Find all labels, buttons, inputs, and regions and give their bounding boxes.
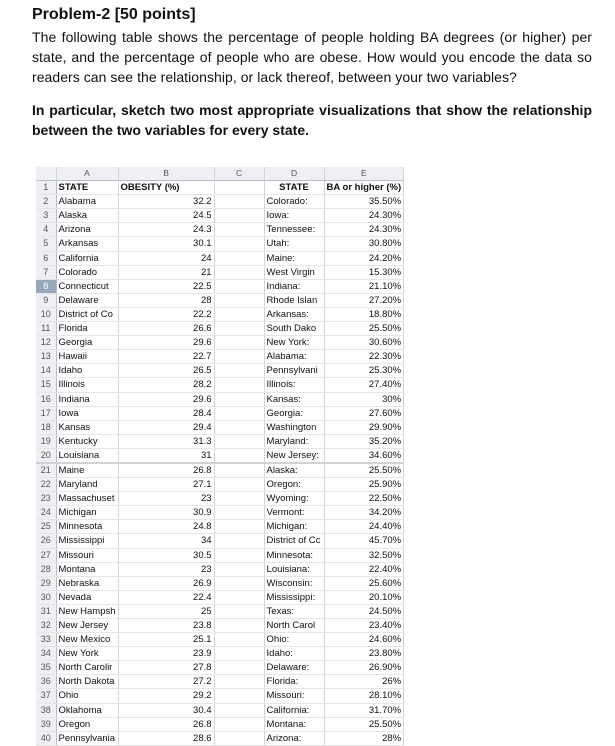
- state-cell: Oklahoma: [56, 703, 118, 717]
- row-number: 24: [36, 506, 56, 520]
- ba-value-cell: 28%: [324, 731, 404, 745]
- row-number: 16: [36, 392, 56, 406]
- row-number: 33: [36, 633, 56, 647]
- empty-cell: [214, 265, 264, 279]
- ba-value-cell: 35.50%: [324, 195, 404, 209]
- ba-value-cell: 24.30%: [324, 209, 404, 223]
- row-number: 23: [36, 492, 56, 506]
- obesity-cell: 28.2: [118, 378, 214, 392]
- obesity-cell: 26.5: [118, 364, 214, 378]
- state-cell: Nevada: [56, 590, 118, 604]
- obesity-cell: 28: [118, 293, 214, 307]
- ba-state-cell: Idaho:: [264, 647, 324, 661]
- ba-state-cell: Texas:: [264, 604, 324, 618]
- ba-value-cell: 25.60%: [324, 576, 404, 590]
- ba-value-cell: 25.50%: [324, 322, 404, 336]
- state-cell: Connecticut: [56, 279, 118, 293]
- row-number: 37: [36, 689, 56, 703]
- problem-task: In particular, sketch two most appropriate visualizations that show the relationship between the two variables for every state.: [32, 102, 592, 138]
- ba-value-cell: 27.20%: [324, 293, 404, 307]
- obesity-cell: 24.8: [118, 520, 214, 534]
- table-row: [36, 520, 404, 534]
- row-number: 38: [36, 703, 56, 717]
- row-number: 1: [36, 181, 56, 195]
- problem-title: Problem-2 [50 points]: [32, 6, 196, 23]
- empty-cell: [214, 633, 264, 647]
- empty-cell: [214, 209, 264, 223]
- ba-value-cell: 22.50%: [324, 492, 404, 506]
- table-row: [36, 478, 404, 492]
- ba-state-cell: Indiana:: [264, 279, 324, 293]
- ba-state-cell: Minnesota:: [264, 548, 324, 562]
- table-row: [36, 633, 404, 647]
- row-number: 32: [36, 619, 56, 633]
- obesity-cell: 28.6: [118, 731, 214, 745]
- row-number: 31: [36, 604, 56, 618]
- ba-value-cell: 24.40%: [324, 520, 404, 534]
- table-row: [36, 506, 404, 520]
- obesity-cell: 30.9: [118, 506, 214, 520]
- row-number: 19: [36, 434, 56, 448]
- header-empty: [214, 181, 264, 195]
- table-row: [36, 548, 404, 562]
- obesity-cell: 27.1: [118, 478, 214, 492]
- obesity-cell: 29.6: [118, 392, 214, 406]
- ba-state-cell: District of Cc: [264, 534, 324, 548]
- ba-value-cell: 28.10%: [324, 689, 404, 703]
- empty-cell: [214, 661, 264, 675]
- ba-state-cell: Delaware:: [264, 661, 324, 675]
- obesity-cell: 27.8: [118, 661, 214, 675]
- row-number: 18: [36, 420, 56, 434]
- ba-state-cell: Oregon:: [264, 478, 324, 492]
- obesity-cell: 25: [118, 604, 214, 618]
- empty-cell: [214, 223, 264, 237]
- ba-value-cell: 25.90%: [324, 478, 404, 492]
- state-cell: Massachuset: [56, 492, 118, 506]
- obesity-cell: 30.5: [118, 548, 214, 562]
- row-number: 7: [36, 265, 56, 279]
- obesity-cell: 28.4: [118, 406, 214, 420]
- header-ba: BA or higher (%): [324, 181, 404, 195]
- empty-cell: [214, 195, 264, 209]
- empty-cell: [214, 293, 264, 307]
- col-letter: C: [214, 167, 264, 181]
- row-number: 26: [36, 534, 56, 548]
- obesity-cell: 26.9: [118, 576, 214, 590]
- ba-state-cell: Colorado:: [264, 195, 324, 209]
- state-cell: New Jersey: [56, 619, 118, 633]
- ba-state-cell: Michigan:: [264, 520, 324, 534]
- problem-document: [32, 0, 592, 140]
- ba-value-cell: 25.30%: [324, 364, 404, 378]
- ba-value-cell: 22.40%: [324, 562, 404, 576]
- state-cell: Hawaii: [56, 350, 118, 364]
- state-cell: North Dakota: [56, 675, 118, 689]
- ba-value-cell: 24.30%: [324, 223, 404, 237]
- ba-value-cell: 29.90%: [324, 420, 404, 434]
- table-row: [36, 661, 404, 675]
- ba-state-cell: Wisconsin:: [264, 576, 324, 590]
- obesity-cell: 22.7: [118, 350, 214, 364]
- ba-state-cell: Mississippi:: [264, 590, 324, 604]
- state-cell: Alaska: [56, 209, 118, 223]
- state-cell: Nebraska: [56, 576, 118, 590]
- state-cell: Florida: [56, 322, 118, 336]
- row-number: 14: [36, 364, 56, 378]
- ba-value-cell: 26.90%: [324, 661, 404, 675]
- obesity-cell: 29.4: [118, 420, 214, 434]
- state-cell: California: [56, 251, 118, 265]
- ba-value-cell: 27.60%: [324, 406, 404, 420]
- empty-cell: [214, 463, 264, 478]
- table-row: [36, 420, 404, 434]
- state-cell: Minnesota: [56, 520, 118, 534]
- state-cell: Kentucky: [56, 434, 118, 448]
- empty-cell: [214, 717, 264, 731]
- ba-state-cell: Illinois:: [264, 378, 324, 392]
- column-letter-row: [36, 167, 404, 181]
- obesity-cell: 22.4: [118, 590, 214, 604]
- row-number: 40: [36, 731, 56, 745]
- state-cell: Missouri: [56, 548, 118, 562]
- ba-value-cell: 45.70%: [324, 534, 404, 548]
- obesity-cell: 24: [118, 251, 214, 265]
- table-row: [36, 237, 404, 251]
- table-row: [36, 392, 404, 406]
- table-row: [36, 251, 404, 265]
- empty-cell: [214, 237, 264, 251]
- table-row: [36, 448, 404, 463]
- ba-value-cell: 20.10%: [324, 590, 404, 604]
- obesity-cell: 23.9: [118, 647, 214, 661]
- ba-value-cell: 30.60%: [324, 336, 404, 350]
- ba-state-cell: Montana:: [264, 717, 324, 731]
- table-row: [36, 731, 404, 745]
- empty-cell: [214, 251, 264, 265]
- empty-cell: [214, 548, 264, 562]
- ba-state-cell: Arizona:: [264, 731, 324, 745]
- row-number: 20: [36, 448, 56, 463]
- row-number: 11: [36, 322, 56, 336]
- ba-state-cell: South Dako: [264, 322, 324, 336]
- table-row: [36, 492, 404, 506]
- row-number: 6: [36, 251, 56, 265]
- empty-cell: [214, 590, 264, 604]
- ba-state-cell: Pennsylvani: [264, 364, 324, 378]
- obesity-cell: 22.5: [118, 279, 214, 293]
- obesity-cell: 32.2: [118, 195, 214, 209]
- row-number: 10: [36, 307, 56, 321]
- corner-cell: [36, 167, 56, 181]
- ba-value-cell: 24.60%: [324, 633, 404, 647]
- empty-cell: [214, 307, 264, 321]
- table-row: [36, 619, 404, 633]
- row-number: 30: [36, 590, 56, 604]
- obesity-cell: 29.6: [118, 336, 214, 350]
- ba-value-cell: 23.80%: [324, 647, 404, 661]
- ba-state-cell: Iowa:: [264, 209, 324, 223]
- ba-state-cell: Kansas:: [264, 392, 324, 406]
- state-cell: Kansas: [56, 420, 118, 434]
- state-cell: Arizona: [56, 223, 118, 237]
- row-number: 13: [36, 350, 56, 364]
- table-row: [36, 378, 404, 392]
- obesity-cell: 26.6: [118, 322, 214, 336]
- ba-state-cell: Ohio:: [264, 633, 324, 647]
- state-cell: New Mexico: [56, 633, 118, 647]
- ba-value-cell: 26%: [324, 675, 404, 689]
- ba-state-cell: California:: [264, 703, 324, 717]
- state-cell: Louisiana: [56, 448, 118, 463]
- empty-cell: [214, 604, 264, 618]
- empty-cell: [214, 520, 264, 534]
- table-row: [36, 279, 404, 293]
- obesity-cell: 22.2: [118, 307, 214, 321]
- ba-value-cell: 23.40%: [324, 619, 404, 633]
- table-row: [36, 463, 404, 478]
- ba-value-cell: 35.20%: [324, 434, 404, 448]
- obesity-cell: 29.2: [118, 689, 214, 703]
- table-row: [36, 209, 404, 223]
- ba-state-cell: Alabama:: [264, 350, 324, 364]
- empty-cell: [214, 562, 264, 576]
- ba-state-cell: Alaska:: [264, 463, 324, 478]
- table-row: [36, 703, 404, 717]
- empty-cell: [214, 647, 264, 661]
- obesity-cell: 30.4: [118, 703, 214, 717]
- row-number: 22: [36, 478, 56, 492]
- state-cell: New Hampsh: [56, 604, 118, 618]
- empty-cell: [214, 350, 264, 364]
- empty-cell: [214, 731, 264, 745]
- obesity-cell: 21: [118, 265, 214, 279]
- empty-cell: [214, 534, 264, 548]
- ba-value-cell: 34.60%: [324, 448, 404, 463]
- empty-cell: [214, 478, 264, 492]
- obesity-cell: 26.8: [118, 717, 214, 731]
- ba-state-cell: Arkansas:: [264, 307, 324, 321]
- table-row: [36, 265, 404, 279]
- state-cell: Montana: [56, 562, 118, 576]
- data-table: [36, 167, 404, 746]
- empty-cell: [214, 703, 264, 717]
- row-number: 5: [36, 237, 56, 251]
- empty-cell: [214, 619, 264, 633]
- obesity-cell: 25.1: [118, 633, 214, 647]
- header-state-d: STATE: [264, 181, 324, 195]
- ba-state-cell: Wyoming:: [264, 492, 324, 506]
- empty-cell: [214, 506, 264, 520]
- empty-cell: [214, 279, 264, 293]
- ba-value-cell: 15.30%: [324, 265, 404, 279]
- row-number: 4: [36, 223, 56, 237]
- ba-state-cell: Missouri:: [264, 689, 324, 703]
- state-cell: New York: [56, 647, 118, 661]
- table-row: [36, 590, 404, 604]
- table-row: [36, 293, 404, 307]
- table-row: [36, 717, 404, 731]
- table-row: [36, 534, 404, 548]
- empty-cell: [214, 576, 264, 590]
- ba-value-cell: 27.40%: [324, 378, 404, 392]
- ba-value-cell: 24.20%: [324, 251, 404, 265]
- col-letter: D: [264, 167, 324, 181]
- state-cell: Arkansas: [56, 237, 118, 251]
- table-row: [36, 364, 404, 378]
- empty-cell: [214, 434, 264, 448]
- problem-intro: The following table shows the percentage of people holding BA degrees (or higher) per state, and the percentage of people who are obese. How would you encode the data so readers can see the relationship, or lack thereof, between your two variables?: [32, 29, 592, 85]
- header-row: [36, 181, 404, 195]
- ba-state-cell: New York:: [264, 336, 324, 350]
- row-number: 3: [36, 209, 56, 223]
- ba-state-cell: Florida:: [264, 675, 324, 689]
- row-number: 21: [36, 463, 56, 478]
- table-row: [36, 195, 404, 209]
- state-cell: Pennsylvania: [56, 731, 118, 745]
- table-row: [36, 675, 404, 689]
- state-cell: Delaware: [56, 293, 118, 307]
- ba-state-cell: New Jersey:: [264, 448, 324, 463]
- table-row: [36, 223, 404, 237]
- obesity-cell: 30.1: [118, 237, 214, 251]
- state-cell: Georgia: [56, 336, 118, 350]
- ba-state-cell: Vermont:: [264, 506, 324, 520]
- ba-value-cell: 22.30%: [324, 350, 404, 364]
- empty-cell: [214, 322, 264, 336]
- ba-value-cell: 21.10%: [324, 279, 404, 293]
- state-cell: North Carolir: [56, 661, 118, 675]
- ba-state-cell: Georgia:: [264, 406, 324, 420]
- row-number: 39: [36, 717, 56, 731]
- ba-state-cell: Maryland:: [264, 434, 324, 448]
- col-letter: E: [324, 167, 404, 181]
- empty-cell: [214, 392, 264, 406]
- empty-cell: [214, 406, 264, 420]
- state-cell: Indiana: [56, 392, 118, 406]
- table-row: [36, 647, 404, 661]
- ba-value-cell: 30%: [324, 392, 404, 406]
- empty-cell: [214, 378, 264, 392]
- row-number: 9: [36, 293, 56, 307]
- ba-value-cell: 34.20%: [324, 506, 404, 520]
- ba-state-cell: Louisiana:: [264, 562, 324, 576]
- ba-state-cell: North Carol: [264, 619, 324, 633]
- state-cell: Colorado: [56, 265, 118, 279]
- row-number: 25: [36, 520, 56, 534]
- row-number: 15: [36, 378, 56, 392]
- ba-value-cell: 24.50%: [324, 604, 404, 618]
- empty-cell: [214, 364, 264, 378]
- ba-state-cell: Maine:: [264, 251, 324, 265]
- state-cell: Idaho: [56, 364, 118, 378]
- ba-value-cell: 25.50%: [324, 717, 404, 731]
- table-row: [36, 576, 404, 590]
- row-number: 35: [36, 661, 56, 675]
- state-cell: Oregon: [56, 717, 118, 731]
- table-row: [36, 307, 404, 321]
- state-cell: Maine: [56, 463, 118, 478]
- ba-value-cell: 30.80%: [324, 237, 404, 251]
- ba-state-cell: Utah:: [264, 237, 324, 251]
- state-cell: Michigan: [56, 506, 118, 520]
- empty-cell: [214, 448, 264, 463]
- state-cell: Iowa: [56, 406, 118, 420]
- ba-state-cell: Washington: [264, 420, 324, 434]
- row-number: 2: [36, 195, 56, 209]
- row-number: 28: [36, 562, 56, 576]
- table-row: [36, 322, 404, 336]
- row-number: 36: [36, 675, 56, 689]
- table-row: [36, 406, 404, 420]
- obesity-cell: 23: [118, 562, 214, 576]
- table-row: [36, 336, 404, 350]
- table-row: [36, 689, 404, 703]
- obesity-cell: 26.8: [118, 463, 214, 478]
- ba-state-cell: Rhode Islan: [264, 293, 324, 307]
- row-number: 27: [36, 548, 56, 562]
- ba-value-cell: 25.50%: [324, 463, 404, 478]
- obesity-cell: 27.2: [118, 675, 214, 689]
- ba-value-cell: 18.80%: [324, 307, 404, 321]
- obesity-cell: 31: [118, 448, 214, 463]
- empty-cell: [214, 492, 264, 506]
- header-obesity: OBESITY (%): [118, 181, 214, 195]
- table-row: [36, 604, 404, 618]
- ba-state-cell: West Virgin: [264, 265, 324, 279]
- row-number: 12: [36, 336, 56, 350]
- state-cell: Maryland: [56, 478, 118, 492]
- ba-state-cell: Tennessee:: [264, 223, 324, 237]
- state-cell: District of Co: [56, 307, 118, 321]
- obesity-cell: 23: [118, 492, 214, 506]
- col-letter: A: [56, 167, 118, 181]
- empty-cell: [214, 689, 264, 703]
- empty-cell: [214, 675, 264, 689]
- ba-value-cell: 31.70%: [324, 703, 404, 717]
- obesity-cell: 31.3: [118, 434, 214, 448]
- spreadsheet-image: [36, 167, 594, 744]
- empty-cell: [214, 336, 264, 350]
- row-number: 29: [36, 576, 56, 590]
- obesity-cell: 34: [118, 534, 214, 548]
- table-row: [36, 434, 404, 448]
- obesity-cell: 24.5: [118, 209, 214, 223]
- table-row: [36, 350, 404, 364]
- obesity-cell: 23.8: [118, 619, 214, 633]
- table-row: [36, 562, 404, 576]
- state-cell: Alabama: [56, 195, 118, 209]
- ba-value-cell: 32.50%: [324, 548, 404, 562]
- header-state-a: STATE: [56, 181, 118, 195]
- obesity-cell: 24.3: [118, 223, 214, 237]
- state-cell: Mississippi: [56, 534, 118, 548]
- col-letter: B: [118, 167, 214, 181]
- row-number: 34: [36, 647, 56, 661]
- empty-cell: [214, 420, 264, 434]
- row-number: 17: [36, 406, 56, 420]
- row-number: 8: [36, 279, 56, 293]
- state-cell: Ohio: [56, 689, 118, 703]
- state-cell: Illinois: [56, 378, 118, 392]
